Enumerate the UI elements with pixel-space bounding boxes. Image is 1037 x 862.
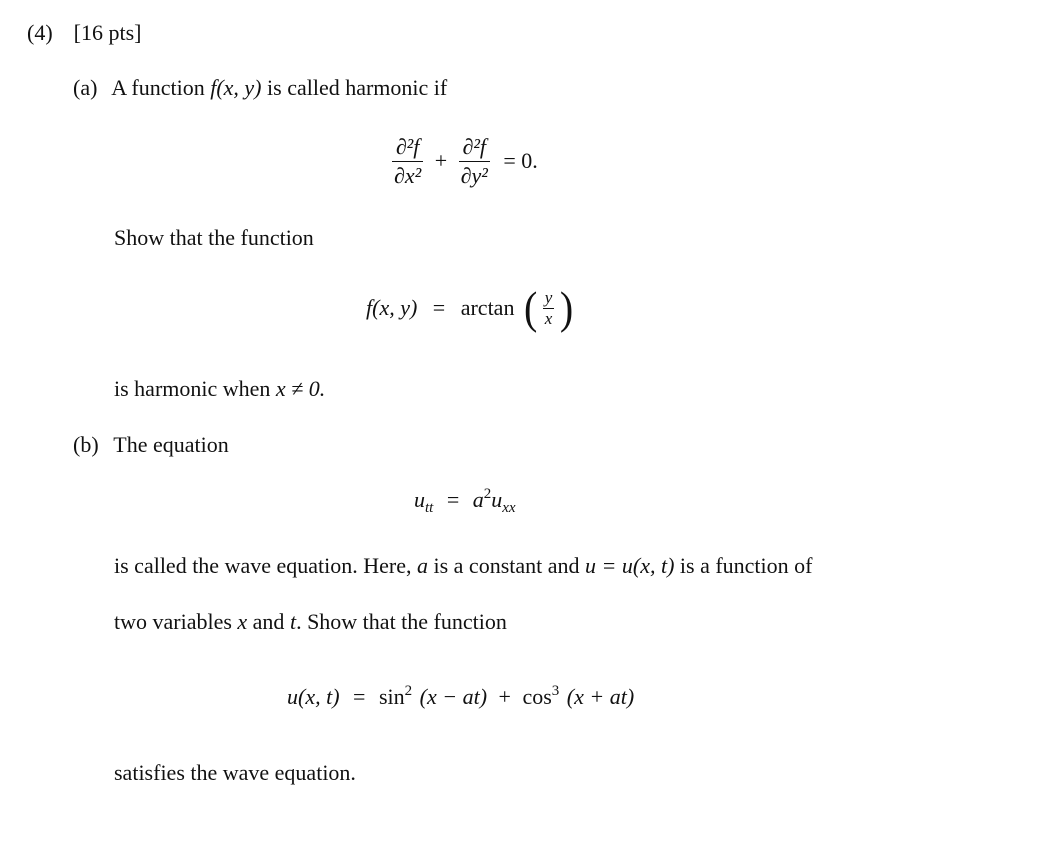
part-b-desc-line2 (114, 611, 507, 633)
right-paren: ) (559, 281, 574, 334)
equals-zero: = 0. (503, 148, 538, 174)
fraction-bar (392, 161, 423, 162)
desc-math-x: x (237, 609, 248, 634)
part-b-desc-line1 (114, 555, 812, 577)
fraction-denominator: x (544, 308, 553, 328)
sin-sup: 2 (404, 683, 413, 699)
part-a-intro-tail: is called harmonic if (261, 75, 448, 100)
part-a-condition (114, 378, 325, 400)
wave-u: u (491, 487, 503, 512)
wave-lhs-sub: tt (425, 500, 434, 516)
fraction-y-over-x (543, 289, 555, 328)
part-a-label: (a) (73, 75, 98, 100)
fraction-d2f-dx2 (392, 135, 423, 187)
function-equation (287, 683, 635, 709)
fraction-d2f-dy2 (459, 135, 490, 187)
equals-sign: = (353, 684, 366, 709)
desc-text: . Show that the function (296, 609, 507, 634)
equals-sign: = (446, 487, 460, 512)
fraction-denominator: ∂y² (460, 163, 488, 189)
plus-sign: + (498, 684, 511, 709)
equals-sign: = (432, 295, 446, 320)
sin-arg: (x − at) (419, 684, 488, 709)
arctan-equation (366, 281, 574, 334)
arctan-fn: arctan (460, 295, 515, 320)
wave-a-sup: 2 (483, 486, 492, 502)
fraction-numerator: ∂²f (395, 134, 420, 159)
desc-text: two variables (114, 609, 238, 634)
cos-arg: (x + at) (566, 684, 635, 709)
condition-text: is harmonic when (114, 376, 276, 401)
func-lhs: u(x, t) (287, 684, 340, 709)
part-a-intro-text: A function (111, 75, 211, 100)
desc-math-a: a (416, 553, 428, 578)
fraction-bar (459, 161, 490, 162)
problem-points: [16 pts] (73, 20, 142, 45)
desc-text: is a constant and (427, 553, 586, 578)
desc-text: is a function of (674, 553, 813, 578)
laplace-equation (392, 135, 544, 187)
desc-math-u: u = u(x, t) (585, 553, 675, 578)
condition-math: x ≠ 0. (275, 376, 326, 401)
wave-u-sub: xx (502, 500, 516, 516)
sin-fn: sin (378, 684, 405, 709)
wave-a: a (472, 487, 484, 512)
desc-math-t: t (289, 609, 297, 634)
desc-text: and (247, 609, 290, 634)
fraction-numerator: y (544, 287, 553, 307)
cos-sup: 3 (551, 683, 560, 699)
part-a-intro-func: f(x, y) (210, 75, 262, 100)
arctan-lhs: f(x, y) (366, 295, 418, 320)
part-b-closing: satisfies the wave equation. (114, 760, 356, 785)
problem-number: (4) (27, 20, 53, 45)
wave-equation (414, 486, 516, 516)
plus-sign: + (434, 148, 448, 174)
part-a-intro (73, 77, 447, 99)
problem-header (27, 22, 141, 44)
wave-lhs: u (414, 487, 425, 512)
desc-text: is called the wave equation. Here, (114, 553, 417, 578)
fraction-denominator: ∂x² (394, 163, 422, 189)
cos-fn: cos (522, 684, 552, 709)
part-b-label: (b) (73, 432, 99, 457)
part-b-intro-text: The equation (113, 432, 229, 457)
part-b-intro (73, 434, 229, 456)
left-paren: ( (523, 281, 538, 334)
part-a-show-text: Show that the function (114, 225, 314, 250)
fraction-numerator: ∂²f (462, 134, 487, 159)
